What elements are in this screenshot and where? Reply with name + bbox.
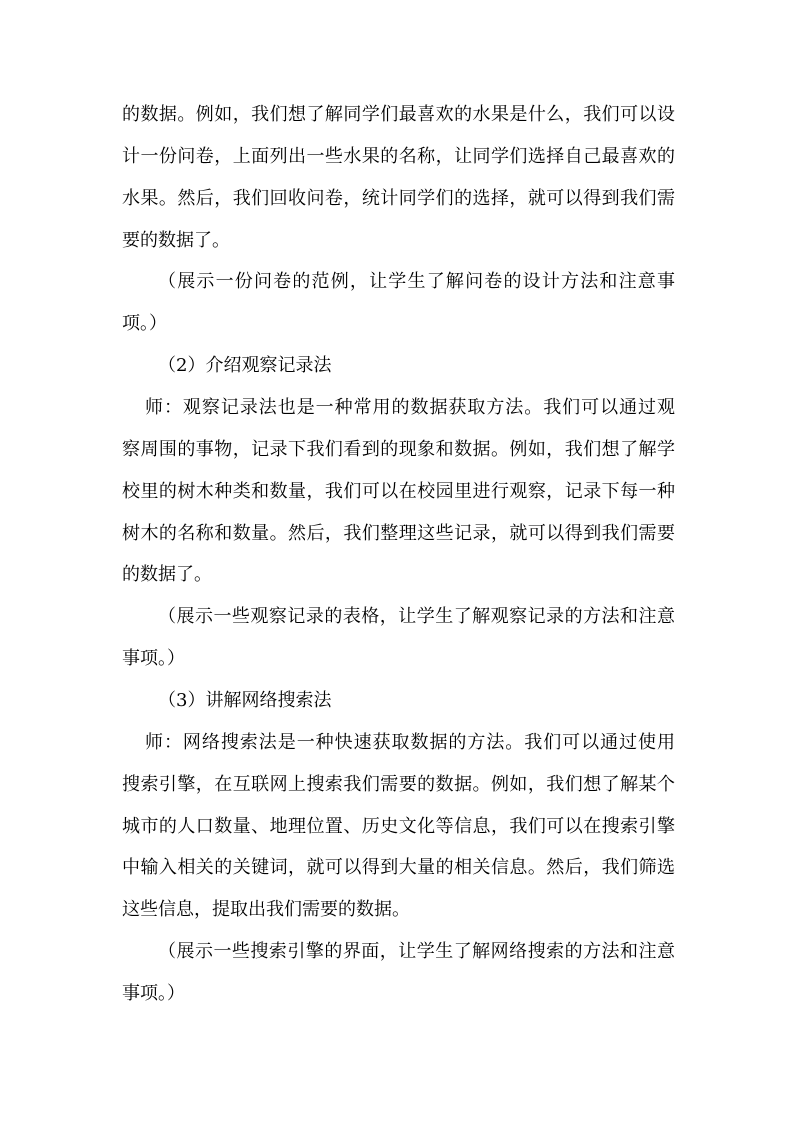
- text-line: 事项。）: [122, 648, 185, 670]
- section-heading: [122, 680, 675, 722]
- text-line: （展示一些观察记录的表格，让学生了解观察记录的方法和注意: [158, 606, 675, 628]
- heading-text: （2）介绍观察记录法: [158, 355, 332, 377]
- text-line: 师：网络搜索法是一种快速获取数据的方法。我们可以通过使用: [145, 731, 675, 753]
- text-line: 校里的树木种类和数量，我们可以在校园里进行观察，记录下每一种: [122, 480, 675, 502]
- text-line: 事项。）: [122, 983, 185, 1005]
- paragraph: [122, 722, 675, 931]
- text-line: 要的数据了。: [122, 229, 230, 251]
- paragraph: [122, 261, 675, 345]
- text-line: 城市的人口数量、地理位置、历史文化等信息，我们可以在搜索引擎: [122, 815, 675, 837]
- text-line: 的数据。例如，我们想了解同学们最喜欢的水果是什么，我们可以设: [122, 104, 675, 125]
- text-line: （展示一份问卷的范例，让学生了解问卷的设计方法和注意事: [158, 271, 675, 293]
- text-line: 察周围的事物，记录下我们看到的现象和数据。例如，我们想了解学: [122, 438, 675, 460]
- document-body: [122, 94, 675, 1015]
- text-line: 搜索引擎，在互联网上搜索我们需要的数据。例如，我们想了解某个: [122, 773, 675, 795]
- text-line: 计一份问卷，上面列出一些水果的名称，让同学们选择自己最喜欢的: [122, 145, 675, 167]
- text-line: （展示一些搜索引擎的界面，让学生了解网络搜索的方法和注意: [158, 941, 675, 963]
- text-line: 项。）: [122, 313, 167, 335]
- heading-text: （3）讲解网络搜索法: [158, 690, 332, 712]
- text-line: 这些信息，提取出我们需要的数据。: [122, 899, 410, 921]
- section-heading: [122, 345, 675, 387]
- paragraph: [122, 94, 675, 261]
- text-line: 的数据了。: [122, 564, 212, 586]
- text-line: 中输入相关的关键词，就可以得到大量的相关信息。然后，我们筛选: [122, 857, 675, 879]
- paragraph: [122, 931, 675, 1015]
- paragraph: [122, 387, 675, 596]
- text-line: 水果。然后，我们回收问卷，统计同学们的选择，就可以得到我们需: [122, 187, 675, 209]
- paragraph: [122, 596, 675, 680]
- text-line: 树木的名称和数量。然后，我们整理这些记录，就可以得到我们需要: [122, 522, 675, 544]
- text-line: 师：观察记录法也是一种常用的数据获取方法。我们可以通过观: [145, 397, 675, 419]
